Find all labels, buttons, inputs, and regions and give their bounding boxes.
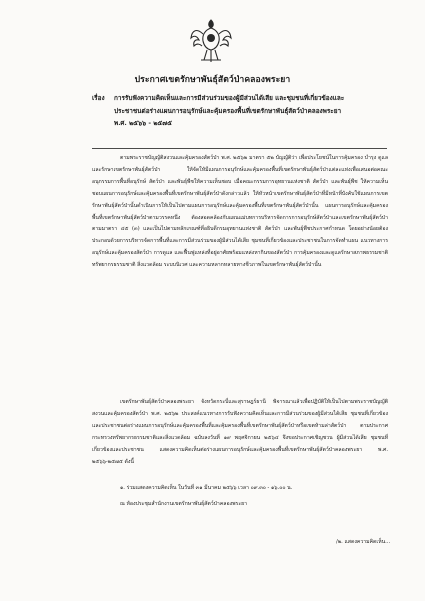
paragraph-text: ตามพระราชบัญญัติสงวนและคุ้มครองสัตว์ป่า พ.ศ. ๒๕๖๒ มาตรา ๕๒ บัญญัติว่า เพื่อประโยชน์ในการคุ้มครอง บำรุง ดูแล และรักษาเขตรักษาพันธุ์สัตว์ป่า ให้จัดให้มีแผนการอนุรักษ์และคุ้มครองพื้นที่เขตรักษาพันธุ์สัตว์ป่าแต่ละแห่งเพื่อเสนอต่อคณะอนุกรรมการพื้นที่อนุรักษ์ สัตว์ป่า และพันธุ์พืชให้ความเห็นชอบ เมื่อคณะกรรมการอุทยานแห่งชาติ สัตว์ป่า และพันธุ์พืช ให้ความเห็นชอบแผนการอนุรักษ์และคุ้มครองพื้นที่เขตรักษาพันธุ์สัตว์ป่าดังกล่าวแล้ว ให้หัวหน้าเขตรักษาพันธุ์สัตว์ป่าที่มีหน้าที่บังคับใช้แผนการเขตรักษาพันธุ์สัตว์ป่านั้นดำเนินการให้เป็นไปตามแผนการอนุรักษ์และคุ้มครองพื้นที่เขตรักษาพันธุ์สัตว์ป่านั้น แผนการอนุรักษ์และคุ้มครองพื้นที่เขตรักษาพันธุ์สัตว์ป่าตามวรรคหนึ่ง ต้องสอดคล้องกับแผนแม่บทการบริหารจัดการการอนุรักษ์สัตว์ป่าและเขตรักษาพันธุ์สัตว์ป่า ตามมาตรา ๔๕ (๓) และเป็นไปตามหลักเกณฑ์ที่อธิบดีกรมอุทยานแห่งชาติ สัตว์ป่า และพันธุ์พืชประกาศกำหนด โดยอย่างน้อยต้องประกอบด้วยการบริหารจัดการพื้นที่และการมีส่วนร่วมของผู้มีส่วนได้เสีย ชุมชนที่เกี่ยวข้องและประชาชนในการจัดทำแผน แนวทางการอนุรักษ์และคุ้มครองสัตว์ป่า การดูแล และฟื้นฟูแหล่งที่อยู่อาศัยพร้อมแหล่งหากินของสัตว์ป่า การคุ้มครองและดูแลรักษาสภาพธรรมชาติ ทรัพยากรธรรมชาติ สิ่งแวดล้อม ระบบนิเวศ และความหลากหลายทางชีวภาพในเขตรักษาพันธุ์สัตว์ป่านั้น: [92, 155, 388, 269]
list-item: ๑. ร่วมแสดงความคิดเห็น ในวันที่ ๓๑ มีนาคม ๒๕๖๖ เวลา ๐๙.๓๐ - ๑๖.๐๐ น.: [120, 485, 293, 491]
divider: [92, 148, 387, 149]
continuation-note: /๒. แสดงความคิดเห็น...: [336, 539, 391, 545]
subject-label: เรื่อง: [92, 94, 105, 102]
garuda-emblem-icon: [189, 16, 233, 64]
subject-text: [114, 92, 394, 130]
subject-line: การรับฟังความคิดเห็นและการมีส่วนร่วมของผู้มีส่วนได้เสีย และชุมชนที่เกี่ยวข้องและ: [114, 94, 345, 102]
subject-line: พ.ศ. ๒๕๖๖ - ๒๕๗๕: [114, 119, 172, 128]
document-title: ประกาศเขตรักษาพันธุ์สัตว์ป่าคลองพระยา: [134, 75, 291, 85]
list-item: ณ ห้องประชุมสำนักงานเขตรักษาพันธุ์สัตว์ป่าคลองพระยา: [120, 501, 248, 507]
subject-line: ประชาชนต่อร่างแผนการอนุรักษ์และคุ้มครองพื้นที่เขตรักษาพันธุ์สัตว์ป่าคลองพระยา: [114, 106, 342, 115]
paragraph-text: เขตรักษาพันธุ์สัตว์ป่าคลองพระยา จังหวัดกระบี่และสุราษฎร์ธานี พิจารณาแล้วเพื่อปฏิบัติให้เป็นไปตามพระราชบัญญัติสงวนและคุ้มครองสัตว์ป่า พ.ศ. ๒๕๖๒ ประสงค์แนวทางการรับฟังความคิดเห็นและการมีส่วนร่วมของผู้มีส่วนได้เสีย ชุมชนที่เกี่ยวข้องและประชาชนต่อร่างแผนการอนุรักษ์และคุ้มครองพื้นที่และคุ้มครองพื้นที่เขตรักษาพันธุ์สัตว์ป่าหรือเขตห้ามล่าสัตว์ป่า ตามประกาศกระทรวงทรัพยากรธรรมชาติและสิ่งแวดล้อม ฉบับลงวันที่ ๑๙ พฤศจิกายน ๒๕๖๔ จึงขอประกาศเชิญชวน ผู้มีส่วนได้เสีย ชุมชนที่เกี่ยวข้องและประชาชน แสดงความคิดเห็นต่อร่างแผนการอนุรักษ์และคุ้มครองพื้นที่เขตรักษาพันธุ์สัตว์ป่าคลองพระยา พ.ศ. ๒๕๖๖-๒๕๗๕ ดังนี้: [92, 399, 388, 465]
body-paragraph-2: [92, 397, 388, 469]
